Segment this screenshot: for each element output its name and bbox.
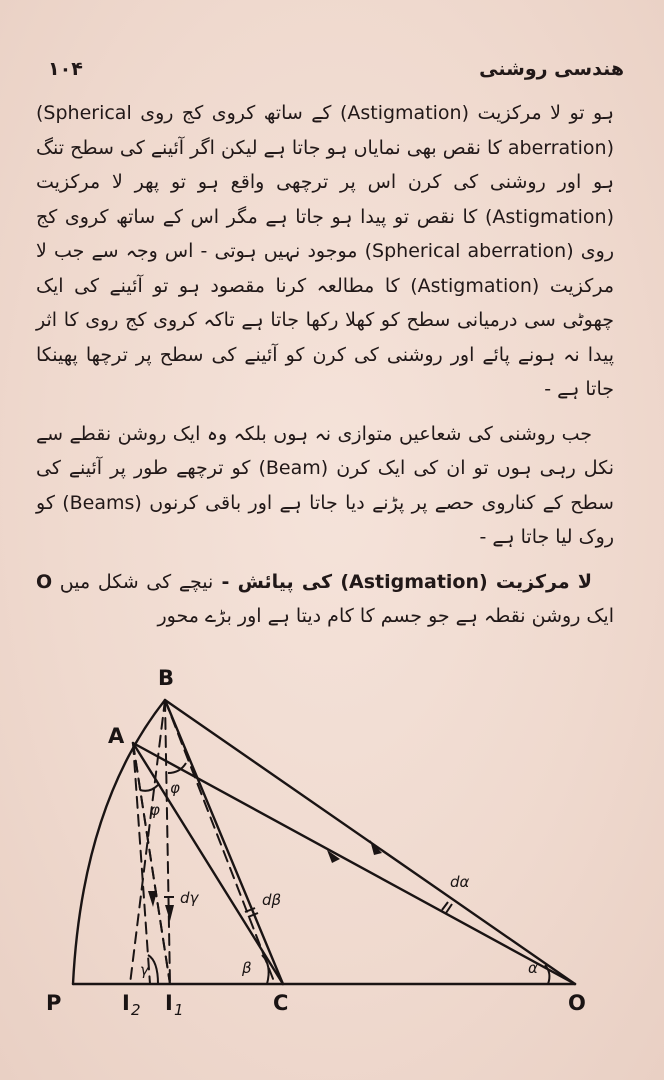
label-d-alpha: dα: [450, 873, 470, 891]
latin-term: (Astigmation): [410, 274, 540, 297]
reflected-b-i1: [165, 700, 170, 984]
label-gamma: γ: [140, 961, 149, 979]
running-title: هندسی روشنی: [479, 58, 624, 80]
label-d-gamma: dγ: [180, 889, 199, 907]
text-run: کو روک لیا جاتا ہے -: [36, 491, 614, 548]
reflected-a-i1b: [133, 743, 150, 984]
dashed-b-c: [165, 700, 275, 984]
geometry-figure: [40, 655, 620, 1030]
d-alpha-tick-1: [442, 902, 448, 910]
page-header: [30, 58, 624, 88]
label-p: P: [46, 991, 62, 1015]
latin-term: (Beam): [258, 457, 329, 479]
label-o: O: [568, 991, 586, 1015]
text-run: کو ترچھے طور پر آئینے کی سطح کے کناروی حصے پر پڑنے دیا جاتا ہے اور باقی کرنوں: [36, 457, 614, 514]
text-run: کی پیائش -: [213, 570, 341, 593]
page-number: ۱۰۴: [48, 58, 83, 80]
d-alpha-tick-2: [446, 904, 452, 913]
text-run: کا نقص بھی نمایاں ہو جاتا ہے لیکن اگر آئینے کی سطح تنگ ہو اور روشنی کی کرن اس پر ترچھی واقع ہو تو پھر لا مرکزیت: [36, 136, 614, 193]
text-run: کا مطالعہ کرنا مقصود ہو تو آئینے کی ایک چھوٹی سی درمیانی سطح کو کھلا رکھا جاتا ہے تاکہ کروی کج روی کا اثر پیدا نہ ہونے پائے اور روشنی کی کرن کو آئینے کی سطح پر ترچھا پھینکا جاتا ہے -: [36, 274, 614, 400]
label-i1: I: [165, 991, 173, 1015]
latin-term: (Astigmation): [340, 570, 488, 593]
mirror-astigmatism-diagram: [40, 655, 620, 1030]
paragraph: [36, 96, 614, 407]
text-run: نیچے کی شکل میں: [52, 570, 214, 593]
ray-o-a: [133, 743, 575, 984]
latin-term: (Astigmation): [484, 205, 614, 228]
label-phi-top: φ: [170, 779, 180, 797]
label-i2: I: [122, 991, 130, 1015]
text-run: کے ساتھ کروی کج روی: [131, 102, 340, 124]
label-i2-sub: 2: [131, 1001, 141, 1019]
label-d-beta: dβ: [262, 891, 282, 909]
label-a: A: [108, 724, 125, 748]
ray-o-b: [165, 700, 575, 984]
label-phi-mid: φ: [150, 801, 160, 819]
text-run: ایک روشن نقطہ ہے جو جسم کا کام دیتا ہے اور بڑے محور: [157, 605, 614, 627]
latin-term: (Astigmation): [339, 102, 470, 124]
label-beta: β: [242, 959, 252, 977]
arrow-ray-ob: [370, 840, 382, 855]
arrow-reflected-2: [165, 905, 174, 921]
label-i1-sub: 1: [174, 1001, 184, 1019]
label-c: C: [273, 991, 289, 1015]
normal-b-c: [165, 700, 283, 984]
paragraph: [36, 417, 614, 555]
text-run: موجود نہیں ہوتی - اس وجہ سے جب لا مرکزیت: [36, 240, 614, 297]
phi-arc-mid: [140, 785, 158, 791]
latin-term: (Spherical aberration): [36, 102, 614, 159]
latin-term: (Spherical aberration): [364, 240, 574, 262]
text-run: جب روشنی کی شعاعیں متوازی نہ ہوں بلکہ وہ ایک روشن نقطے سے نکل رہی ہوں تو ان کی ایک کرن: [36, 422, 614, 479]
paragraph: [36, 565, 614, 634]
text-run: لا مرکزیت: [487, 570, 593, 593]
label-b: B: [158, 666, 175, 690]
body-text: [36, 96, 614, 634]
text-run: کا نقص تو پیدا ہو جاتا ہے مگر اس کے ساتھ کروی کج روی: [36, 205, 615, 262]
label-alpha: α: [528, 959, 538, 977]
latin-term: O: [36, 570, 53, 593]
latin-term: (Beams): [62, 491, 142, 514]
text-run: ہو تو لا مرکزیت: [469, 102, 614, 124]
arrow-reflected-1: [148, 891, 157, 907]
reflected-a-i1: [133, 743, 170, 984]
